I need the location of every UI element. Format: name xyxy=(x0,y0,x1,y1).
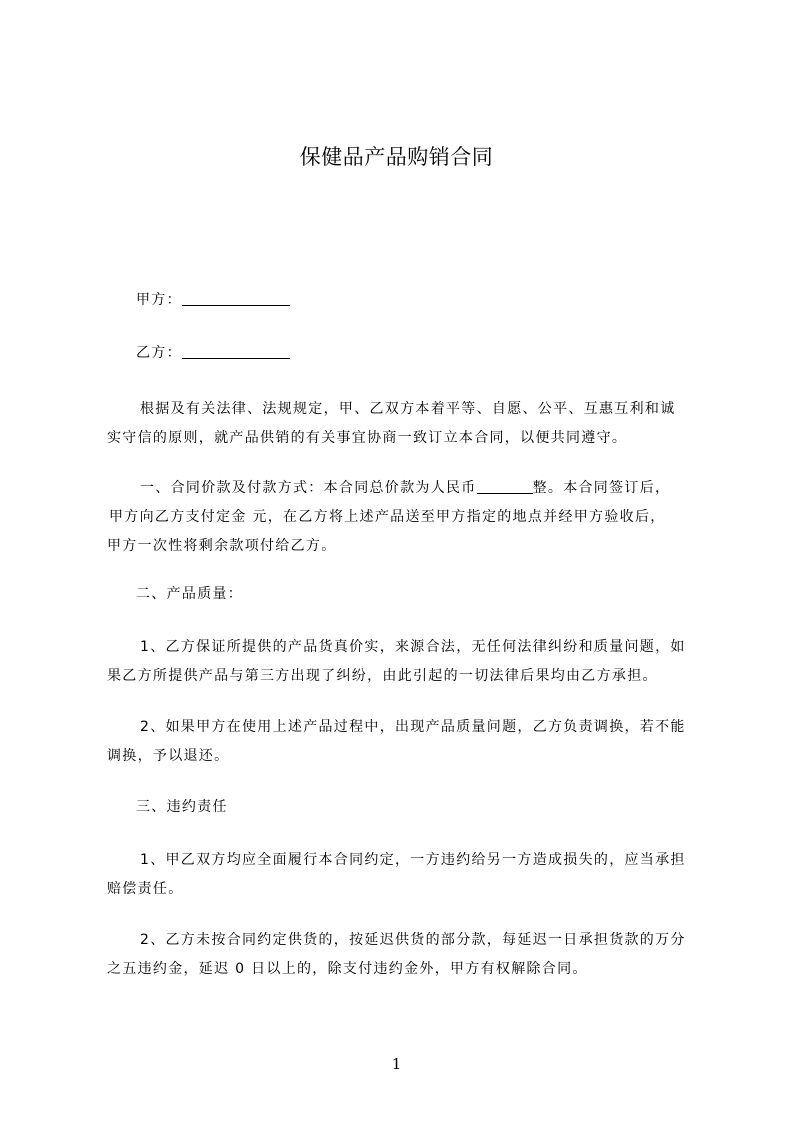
section-3-clause-2-line-1: 2、乙方未按合同约定供货的，按延迟供货的部分款，每延迟一日承担货款的万分 xyxy=(140,932,686,948)
preamble-line-1: 根据及有关法律、法规规定，甲、乙双方本着平等、自愿、公平、互惠互利和诚 xyxy=(140,401,676,417)
section-2-heading xyxy=(107,580,710,609)
section-3-clause-2-line-2: 之五违约金，延迟 0 日以上的，除支付违约金外，甲方有权解除合同。 xyxy=(107,961,588,977)
section-3-heading xyxy=(107,793,710,822)
section-2-heading-text: 二、产品质量： xyxy=(136,586,244,602)
section-2-clause-1 xyxy=(107,633,710,691)
party-b-field xyxy=(107,339,710,368)
section-2-clause-2 xyxy=(107,713,710,771)
section-2-clause-2-line-2: 调换，予以退还。 xyxy=(107,748,230,764)
section-2-clause-1-line-2: 果乙方所提供产品与第三方出现了纠纷，由此引起的一切法律后果均由乙方承担。 xyxy=(107,668,658,684)
page-number: 1 xyxy=(391,1055,402,1073)
section-1-paragraph xyxy=(107,474,710,561)
section-1-line-1-before: 一、合同价款及付款方式：本合同总价款为人民币 xyxy=(140,480,477,496)
section-3-clause-2 xyxy=(107,926,710,984)
party-a-blank xyxy=(182,291,290,306)
section-2-clause-1-line-1: 1、乙方保证所提供的产品货真价实，来源合法，无任何法律纠纷和质量问题，如 xyxy=(140,639,686,655)
section-1-line-3: 甲方一次性将剩余款项付给乙方。 xyxy=(107,538,337,554)
party-b-label: 乙方： xyxy=(136,345,182,361)
section-3-heading-text: 三、违约责任 xyxy=(136,799,228,815)
party-b-blank xyxy=(182,344,290,359)
total-price-blank xyxy=(477,479,533,494)
section-1-line-2: 甲方向乙方支付定金 元，在乙方将上述产品送至甲方指定的地点并经甲方验收后， xyxy=(109,509,666,525)
section-3-clause-1 xyxy=(107,846,710,904)
party-a-field xyxy=(107,286,710,315)
section-3-clause-1-line-2: 赔偿责任。 xyxy=(107,881,184,897)
section-2-clause-2-line-1: 2、如果甲方在使用上述产品过程中，出现产品质量问题，乙方负责调换，若不能 xyxy=(140,719,686,735)
section-3-clause-1-line-1: 1、甲乙双方均应全面履行本合同约定，一方违约给另一方造成损失的，应当承担 xyxy=(140,852,686,868)
section-1-line-1-after: 整。本合同签订后， xyxy=(532,480,671,496)
preamble-paragraph xyxy=(107,395,710,453)
party-a-label: 甲方： xyxy=(136,292,182,308)
document-title: 保健品产品购销合同 xyxy=(299,145,494,169)
preamble-line-2: 实守信的原则，就产品供销的有关事宜协商一致订立本合同，以便共同遵守。 xyxy=(107,430,628,446)
